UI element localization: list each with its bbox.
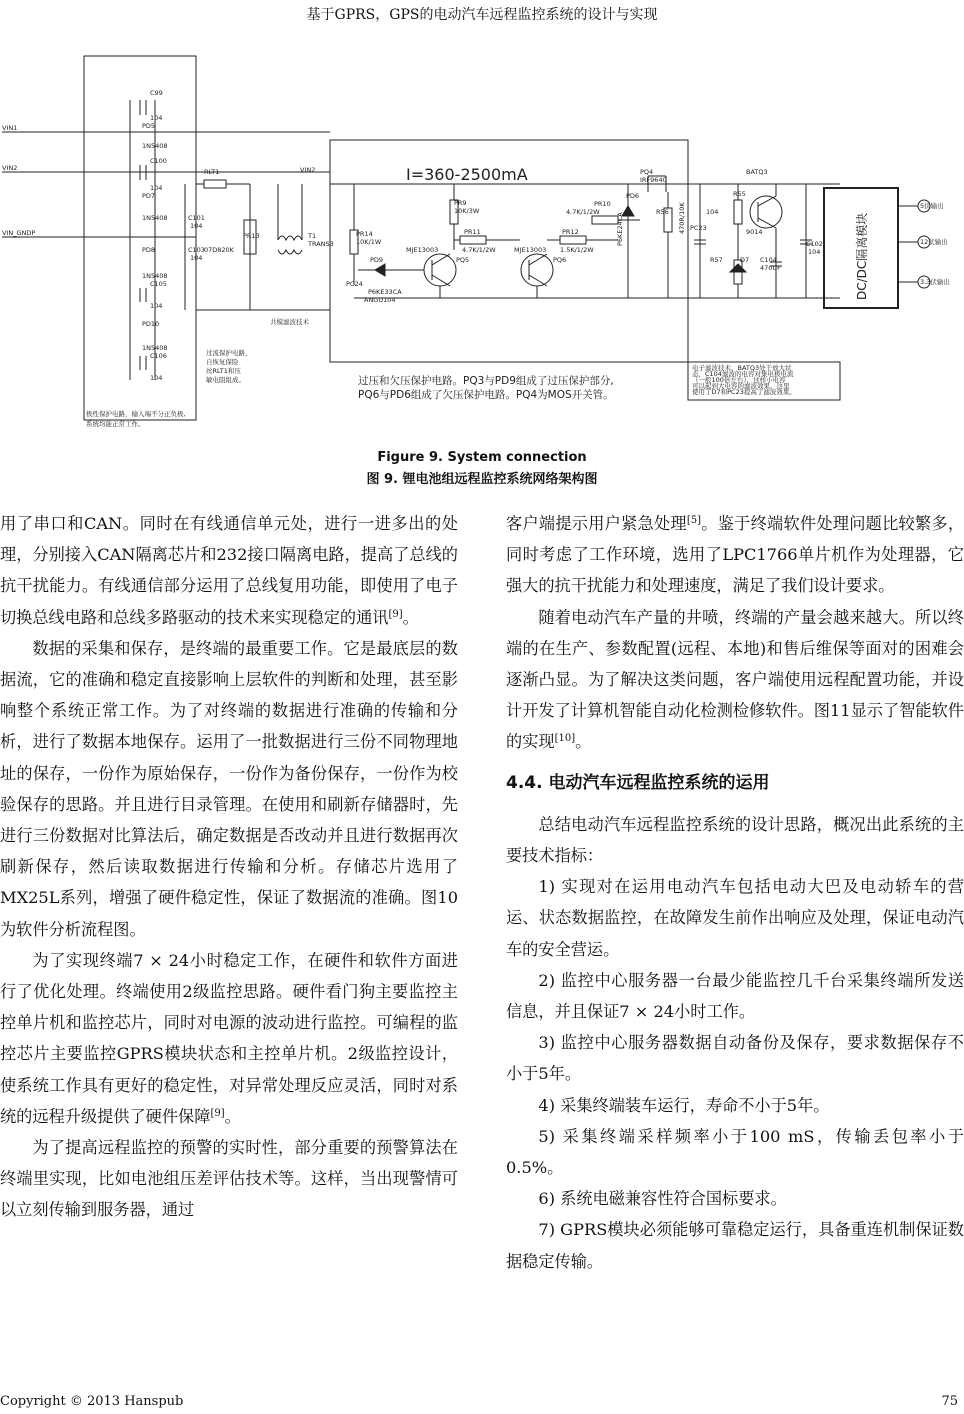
label-r56: R56 xyxy=(656,208,669,216)
label-c102v: 104 xyxy=(808,248,821,256)
paragraph: 为了提高远程监控的预警的实时性，部分重要的预警算法在终端里实现，比如电池组压差评估技术等。这样，当出现警情可以立刻传输到服务器，通过 xyxy=(0,1138,458,1220)
label-irf9640: IRF9640 xyxy=(640,176,667,184)
label-out-12v: 12伏输出 xyxy=(920,238,948,246)
label-pr13: PR13 xyxy=(243,232,260,240)
label-c104b: C104 xyxy=(760,256,777,264)
note-ripple-2: 态，C104滤波的电容对集电极电流 xyxy=(692,370,794,378)
citation: [9] xyxy=(210,1107,225,1119)
figure-caption-en: Figure 9. System connection xyxy=(377,450,587,465)
dcdc-module-label: DC/DC隔离模块 xyxy=(855,212,869,300)
note-ripple-1: 电子滤波技术，BATQ3处于放大状 xyxy=(692,364,792,372)
label-pr9v: 10K/3W xyxy=(454,207,480,215)
label-c101: C101 xyxy=(188,214,205,222)
label-c105v: 104 xyxy=(150,302,163,310)
paragraph: 用了串口和CAN。同时在有线通信单元处，进行一进多出的处理，分别接入CAN隔离芯片和232接口隔离电路，提高了总线的抗干扰能力。有线通信部分运用了总线复用功能，即使用了电子切换总线电路和总线多路驱动的技术来实现稳定的通讯[9]。 xyxy=(0,514,458,627)
list-item: 3) 监控中心服务器数据自动备份及保存，要求数据保存不小于5年。 xyxy=(506,1033,964,1084)
label-vin2-b: VIN2 xyxy=(300,166,316,174)
label-c103v: 104 xyxy=(190,254,203,262)
label-rlt1: RLT1 xyxy=(204,168,220,176)
label-c104a: 104 xyxy=(706,208,719,216)
label-common-mode: 共模滤波技术 xyxy=(270,318,309,326)
label-9014: 9014 xyxy=(746,228,763,236)
label-vin1: VIN1 xyxy=(2,124,18,132)
label-mje13003-a: MJE13003 xyxy=(406,246,439,254)
current-range-label: I=360-2500mA xyxy=(406,165,528,184)
figure-caption-cn: 图 9. 锂电池组远程监控系统网络架构图 xyxy=(366,472,598,487)
citation: [10] xyxy=(554,733,576,745)
label-t1: T1 xyxy=(308,232,317,240)
label-pd5: PD5 xyxy=(142,122,156,130)
label-c103: C103 xyxy=(188,246,205,254)
right-column xyxy=(506,508,964,1277)
label-pq5: PQ5 xyxy=(456,256,470,264)
label-pd7: PD7 xyxy=(142,192,156,200)
label-c102: C102 xyxy=(806,240,823,248)
note-overvoltage-1: 过压和欠压保护电路。PQ3与PD9组成了过压保护部分, xyxy=(358,375,614,387)
label-pq6: PQ6 xyxy=(553,256,567,264)
label-vin-gndp: VIN_GNDP xyxy=(2,229,36,237)
paragraph: 客户端提示用户紧急处理[5]。鉴于终端软件处理问题比较繁多，同时考虑了工作环境，选用了LPC1766单片机作为处理器，它强大的抗干扰能力和处理速度，满足了我们设计要求。 xyxy=(506,514,964,596)
label-d7: D7 xyxy=(740,256,750,264)
list-item: 7) GPRS模块必须能够可靠稳定运行，具备重连机制保证数据稳定传输。 xyxy=(506,1220,964,1271)
paragraph: 总结电动汽车远程监控系统的设计思路，概况出此系统的主要技术指标： xyxy=(506,814,964,866)
label-c100v: 104 xyxy=(150,184,163,192)
label-pc24: PC24 xyxy=(346,280,363,288)
label-pd5t: 1N5408 xyxy=(142,142,168,150)
label-batq3: BATQ3 xyxy=(746,168,768,176)
label-c104bv: 470UF xyxy=(760,264,781,272)
label-07d820k: 07D820K xyxy=(204,246,234,254)
label-pr10v: 4.7K/1/2W xyxy=(566,208,600,216)
label-pd8: PD8 xyxy=(142,246,156,254)
label-pr9: PR9 xyxy=(454,199,467,207)
note-overcurrent-4: 敏电阻组成。 xyxy=(206,376,245,384)
note-polarity-1: 极性保护电路，输入端不分正负极, xyxy=(86,410,186,418)
label-angu104: ANGU104 xyxy=(364,296,396,304)
label-r57: R57 xyxy=(710,256,723,264)
label-c99v: 104 xyxy=(150,114,163,122)
label-pd10t: 1N5408 xyxy=(142,344,168,352)
label-pd8t: 1N5408 xyxy=(142,272,168,280)
note-overvoltage-2: PQ6与PD6组成了欠压保护电路。PQ4为MOS开关管。 xyxy=(358,389,614,401)
note-overcurrent-3: 丝RLT1和压 xyxy=(206,367,241,375)
label-out-3v3: 3.3伏输出 xyxy=(920,278,950,286)
label-pd6: PD6 xyxy=(626,192,640,200)
label-mje13003-b: MJE13003 xyxy=(514,246,547,254)
note-ripple-3: （一般100倍左右），这样小电容 xyxy=(692,376,786,384)
label-pq4: PQ4 xyxy=(640,168,654,176)
list-item: 4) 采集终端装车运行，寿命不小于5年。 xyxy=(538,1095,830,1115)
label-c106: C106 xyxy=(150,352,167,360)
label-c99: C99 xyxy=(150,89,163,97)
list-item: 1) 实现对在运用电动汽车包括电动大巴及电动轿车的营运、状态数据监控，在故障发生前作出响应及处理，保证电动汽车的安全营运。 xyxy=(506,877,964,959)
paragraph: 数据的采集和保存，是终端的最重要工作。它是最底层的数据流，它的准确和稳定直接影响上层软件的判断和处理，甚至影响整个系统正常工作。为了对终端的数据进行准确的传输和分析，进行了数据本地保存。运用了一批数据进行三份不同物理地址的保存，一份作为原始保存，一份作为备份保存，一份作为校验保存的思路。并且进行目录管理。在使用和刷新存储器时，先进行三份数据对比算法后，确定数据是否改动并且进行数据再次刷新保存，然后读取数据进行传输和分析。存储芯片选用了MX25L系列，增强了硬件稳定性，保证了数据流的准确。图10为软件分析流程图。 xyxy=(0,638,458,939)
citation: [5] xyxy=(686,515,701,526)
label-c105: C105 xyxy=(150,280,167,288)
label-r55: R55 xyxy=(733,190,746,198)
label-r56v: 470R/10K xyxy=(678,202,686,234)
label-out-5v: 5伏输出 xyxy=(920,202,944,210)
citation: [9] xyxy=(388,608,403,620)
running-header: 基于GPRS，GPS的电动汽车远程监控系统的设计与实现 xyxy=(306,7,658,23)
label-vin2: VIN2 xyxy=(2,164,18,172)
label-pr11: PR11 xyxy=(464,228,481,236)
label-p6ke33ca: P6KE33CA xyxy=(368,288,402,296)
label-pd7t: 1N5408 xyxy=(142,214,168,222)
label-trans3: TRANS3 xyxy=(308,240,334,248)
note-polarity-2: 系统均能正常工作。 xyxy=(86,420,145,428)
note-overcurrent-1: 过流保护电路， xyxy=(206,349,252,357)
note-overcurrent-2: 自恢复保险 xyxy=(206,358,239,366)
label-pr11v: 4.7K/1/2W xyxy=(462,246,496,254)
footer-copyright: Copyright © 2013 Hanspub xyxy=(0,1394,184,1409)
section-heading: 4.4. 电动汽车远程监控系统的运用 xyxy=(506,772,770,793)
note-ripple-4: 可以起到大电容的滤波效果。这里 xyxy=(692,382,790,390)
circuit-diagram xyxy=(0,40,964,450)
label-c106v: 104 xyxy=(150,374,163,382)
label-pd10: PD10 xyxy=(142,320,160,328)
label-pr12v: 1.5K/1/2W xyxy=(560,246,594,254)
list-item: 5) 采集终端采样频率小于100 mS，传输丢包率小于0.5%。 xyxy=(506,1126,964,1178)
left-column xyxy=(0,508,458,1226)
label-pr14v: 10K/1W xyxy=(356,238,382,246)
label-pr10: PR10 xyxy=(594,200,611,208)
note-ripple-5: 使用了D7和PC23提高了滤波效果。 xyxy=(692,388,796,396)
paragraph: 随着电动汽车产量的井喷，终端的产量会越来越大。所以终端的在生产、参数配置(远程、本地)和售后维保等面对的困难会逐渐凸显。为了解决这类问题，客户端使用远程配置功能，并设计开发了计算机智能自动化检测检修软件。图11显示了智能软件的实现[10]。 xyxy=(506,607,964,752)
label-pr14: PR14 xyxy=(356,230,373,238)
label-c101v: 104 xyxy=(190,222,203,230)
label-pc23: PC23 xyxy=(690,224,707,232)
list-item: 2) 监控中心服务器一台最少能监控几千台采集终端所发送信息，并且保证7 × 24小时工作。 xyxy=(506,970,964,1022)
list-item: 6) 系统电磁兼容性符合国标要求。 xyxy=(538,1189,787,1209)
label-c100: C100 xyxy=(150,157,167,165)
label-p6ke24ca: P6KE24CA xyxy=(616,212,624,246)
label-pr12: PR12 xyxy=(562,228,579,236)
page-number: 75 xyxy=(941,1394,958,1409)
paragraph: 为了实现终端7 × 24小时稳定工作，在硬件和软件方面进行了优化处理。终端使用2级监控思路。硬件看门狗主要监控主控单片机和监控芯片，同时对电源的波动进行监控。可编程的监控芯片主要监控GPRS模块状态和主控单片机。2级监控设计，使系统工作具有更好的稳定性，对异常处理反应灵活，同时对系统的远程升级提供了硬件保障[9]。 xyxy=(0,950,458,1126)
label-pd9: PD9 xyxy=(370,256,384,264)
